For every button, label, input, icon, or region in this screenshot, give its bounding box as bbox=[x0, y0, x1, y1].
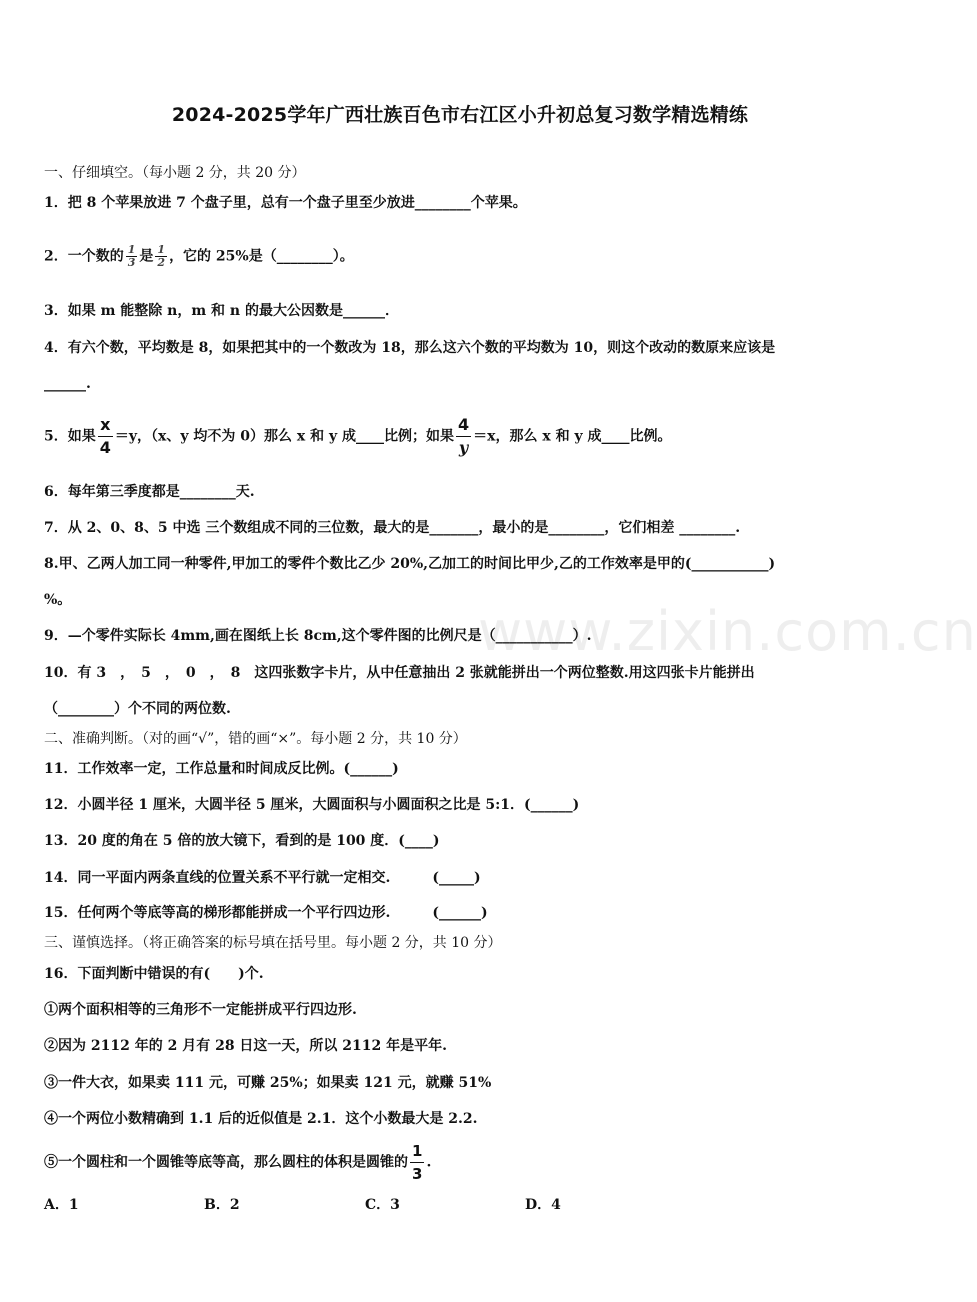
fraction-one-third bbox=[126, 244, 138, 269]
question-5 bbox=[44, 414, 880, 459]
question-2 bbox=[44, 244, 880, 269]
question-5-mid: ＝y，（x、y 均不为 0）那么 x 和 y 成____比例；如果 bbox=[114, 428, 454, 445]
option-d[interactable]: D．4 bbox=[525, 1197, 561, 1213]
fraction-numerator: 4 bbox=[456, 414, 471, 437]
statement-2: ②因为 2112 年的 2 月有 28 日这一天，所以 2112 年是平年. bbox=[44, 1038, 448, 1054]
question-15: 15．任何两个等底等高的梯形都能拼成一个平行四边形. (______) bbox=[44, 905, 488, 921]
statement-5-post: . bbox=[426, 1154, 432, 1171]
fraction-x-over-4 bbox=[98, 414, 113, 459]
section-3-heading: 三、谨慎选择。（将正确答案的标号填在括号里。每小题 2 分，共 10 分） bbox=[44, 935, 502, 951]
question-10-line-2: （________）个不同的两位数. bbox=[44, 701, 231, 717]
statement-5 bbox=[44, 1140, 880, 1185]
statement-1: ①两个面积相等的三角形不一定能拼成平行四边形. bbox=[44, 1002, 357, 1018]
watermark: www.zixin.com.cn bbox=[478, 600, 977, 663]
question-5-pre: 5．如果 bbox=[44, 428, 96, 445]
question-16-stem: 16．下面判断中错误的有( )个. bbox=[44, 966, 264, 982]
question-2-post: ，它的 25%是（________）。 bbox=[169, 248, 354, 265]
question-1: 1．把 8 个苹果放进 7 个盘子里，总有一个盘子里至少放进________个苹果。 bbox=[44, 195, 527, 211]
statement-3: ③一件大衣，如果卖 111 元，可赚 25%；如果卖 121 元，就赚 51% bbox=[44, 1075, 492, 1091]
question-2-mid: 是 bbox=[139, 248, 154, 265]
question-11: 11．工作效率一定，工作总量和时间成反比例。(______) bbox=[44, 761, 399, 777]
fraction-denominator: 3 bbox=[412, 1165, 423, 1183]
fraction-one-half bbox=[155, 244, 167, 269]
fraction-4-over-y bbox=[456, 414, 471, 459]
question-4-line-2: ______. bbox=[44, 376, 91, 392]
fraction-numerator: 1 bbox=[410, 1140, 424, 1163]
question-8-line-1: 8.甲、乙两人加工同一种零件,甲加工的零件个数比乙少 20%,乙加工的时间比甲少,乙的工作效率是甲的(___________) bbox=[44, 556, 776, 572]
question-2-pre: 2．一个数的 bbox=[44, 248, 124, 265]
question-13: 13．20 度的角在 5 倍的放大镜下，看到的是 100 度．(____) bbox=[44, 833, 440, 849]
statement-4: ④一个两位小数精确到 1.1 后的近似值是 2.1．这个小数最大是 2.2. bbox=[44, 1111, 478, 1127]
fraction-denominator: 4 bbox=[99, 438, 111, 457]
section-2-heading: 二、准确判断。（对的画“√”，错的画“×”。每小题 2 分，共 10 分） bbox=[44, 731, 467, 747]
fraction-denominator: y bbox=[458, 438, 469, 457]
option-b[interactable]: B．2 bbox=[204, 1197, 240, 1213]
option-a[interactable]: A．1 bbox=[44, 1197, 79, 1213]
question-6: 6．每年第三季度都是________天. bbox=[44, 484, 255, 500]
question-14: 14．同一平面内两条直线的位置关系不平行就一定相交. (_____) bbox=[44, 870, 481, 886]
question-12: 12．小圆半径 1 厘米，大圆半径 5 厘米，大圆面积与小圆面积之比是 5:1．(______) bbox=[44, 797, 580, 813]
question-3: 3．如果 m 能整除 n，m 和 n 的最大公因数是______． bbox=[44, 303, 399, 319]
question-8-line-2: %。 bbox=[44, 592, 72, 608]
question-10-line-1: 10．有 3 ， 5 ， 0 ， 8 这四张数字卡片，从中任意抽出 2 张就能拼出一个两位整数.用这四张卡片能拼出 bbox=[44, 665, 755, 681]
question-5-post: ＝x，那么 x 和 y 成____比例。 bbox=[473, 428, 672, 445]
fraction-numerator: 1 bbox=[127, 243, 136, 256]
option-c[interactable]: C．3 bbox=[365, 1197, 400, 1213]
fraction-one-third bbox=[410, 1140, 424, 1185]
fraction-denominator: 3 bbox=[127, 256, 136, 269]
question-4-line-1: 4．有六个数，平均数是 8，如果把其中的一个数改为 18，那么这六个数的平均数为 10，则这个改动的数原来应该是 bbox=[44, 340, 776, 356]
question-7: 7．从 2、0、8、5 中选 三个数组成不同的三位数，最大的是_______，最小的是________，它们相差 ________. bbox=[44, 520, 741, 536]
fraction-numerator: x bbox=[98, 414, 113, 437]
section-1-heading: 一、仔细填空。（每小题 2 分，共 20 分） bbox=[44, 165, 306, 181]
question-9: 9．—个零件实际长 4mm,画在图纸上长 8cm,这个零件图的比例尺是（___________）. bbox=[44, 628, 592, 644]
fraction-denominator: 2 bbox=[157, 256, 166, 269]
page-title: 2024-2025学年广西壮族百色市右江区小升初总复习数学精选精练 bbox=[171, 104, 749, 126]
statement-5-pre: ⑤一个圆柱和一个圆锥等底等高，那么圆柱的体积是圆锥的 bbox=[44, 1154, 408, 1171]
fraction-numerator: 1 bbox=[157, 243, 166, 256]
